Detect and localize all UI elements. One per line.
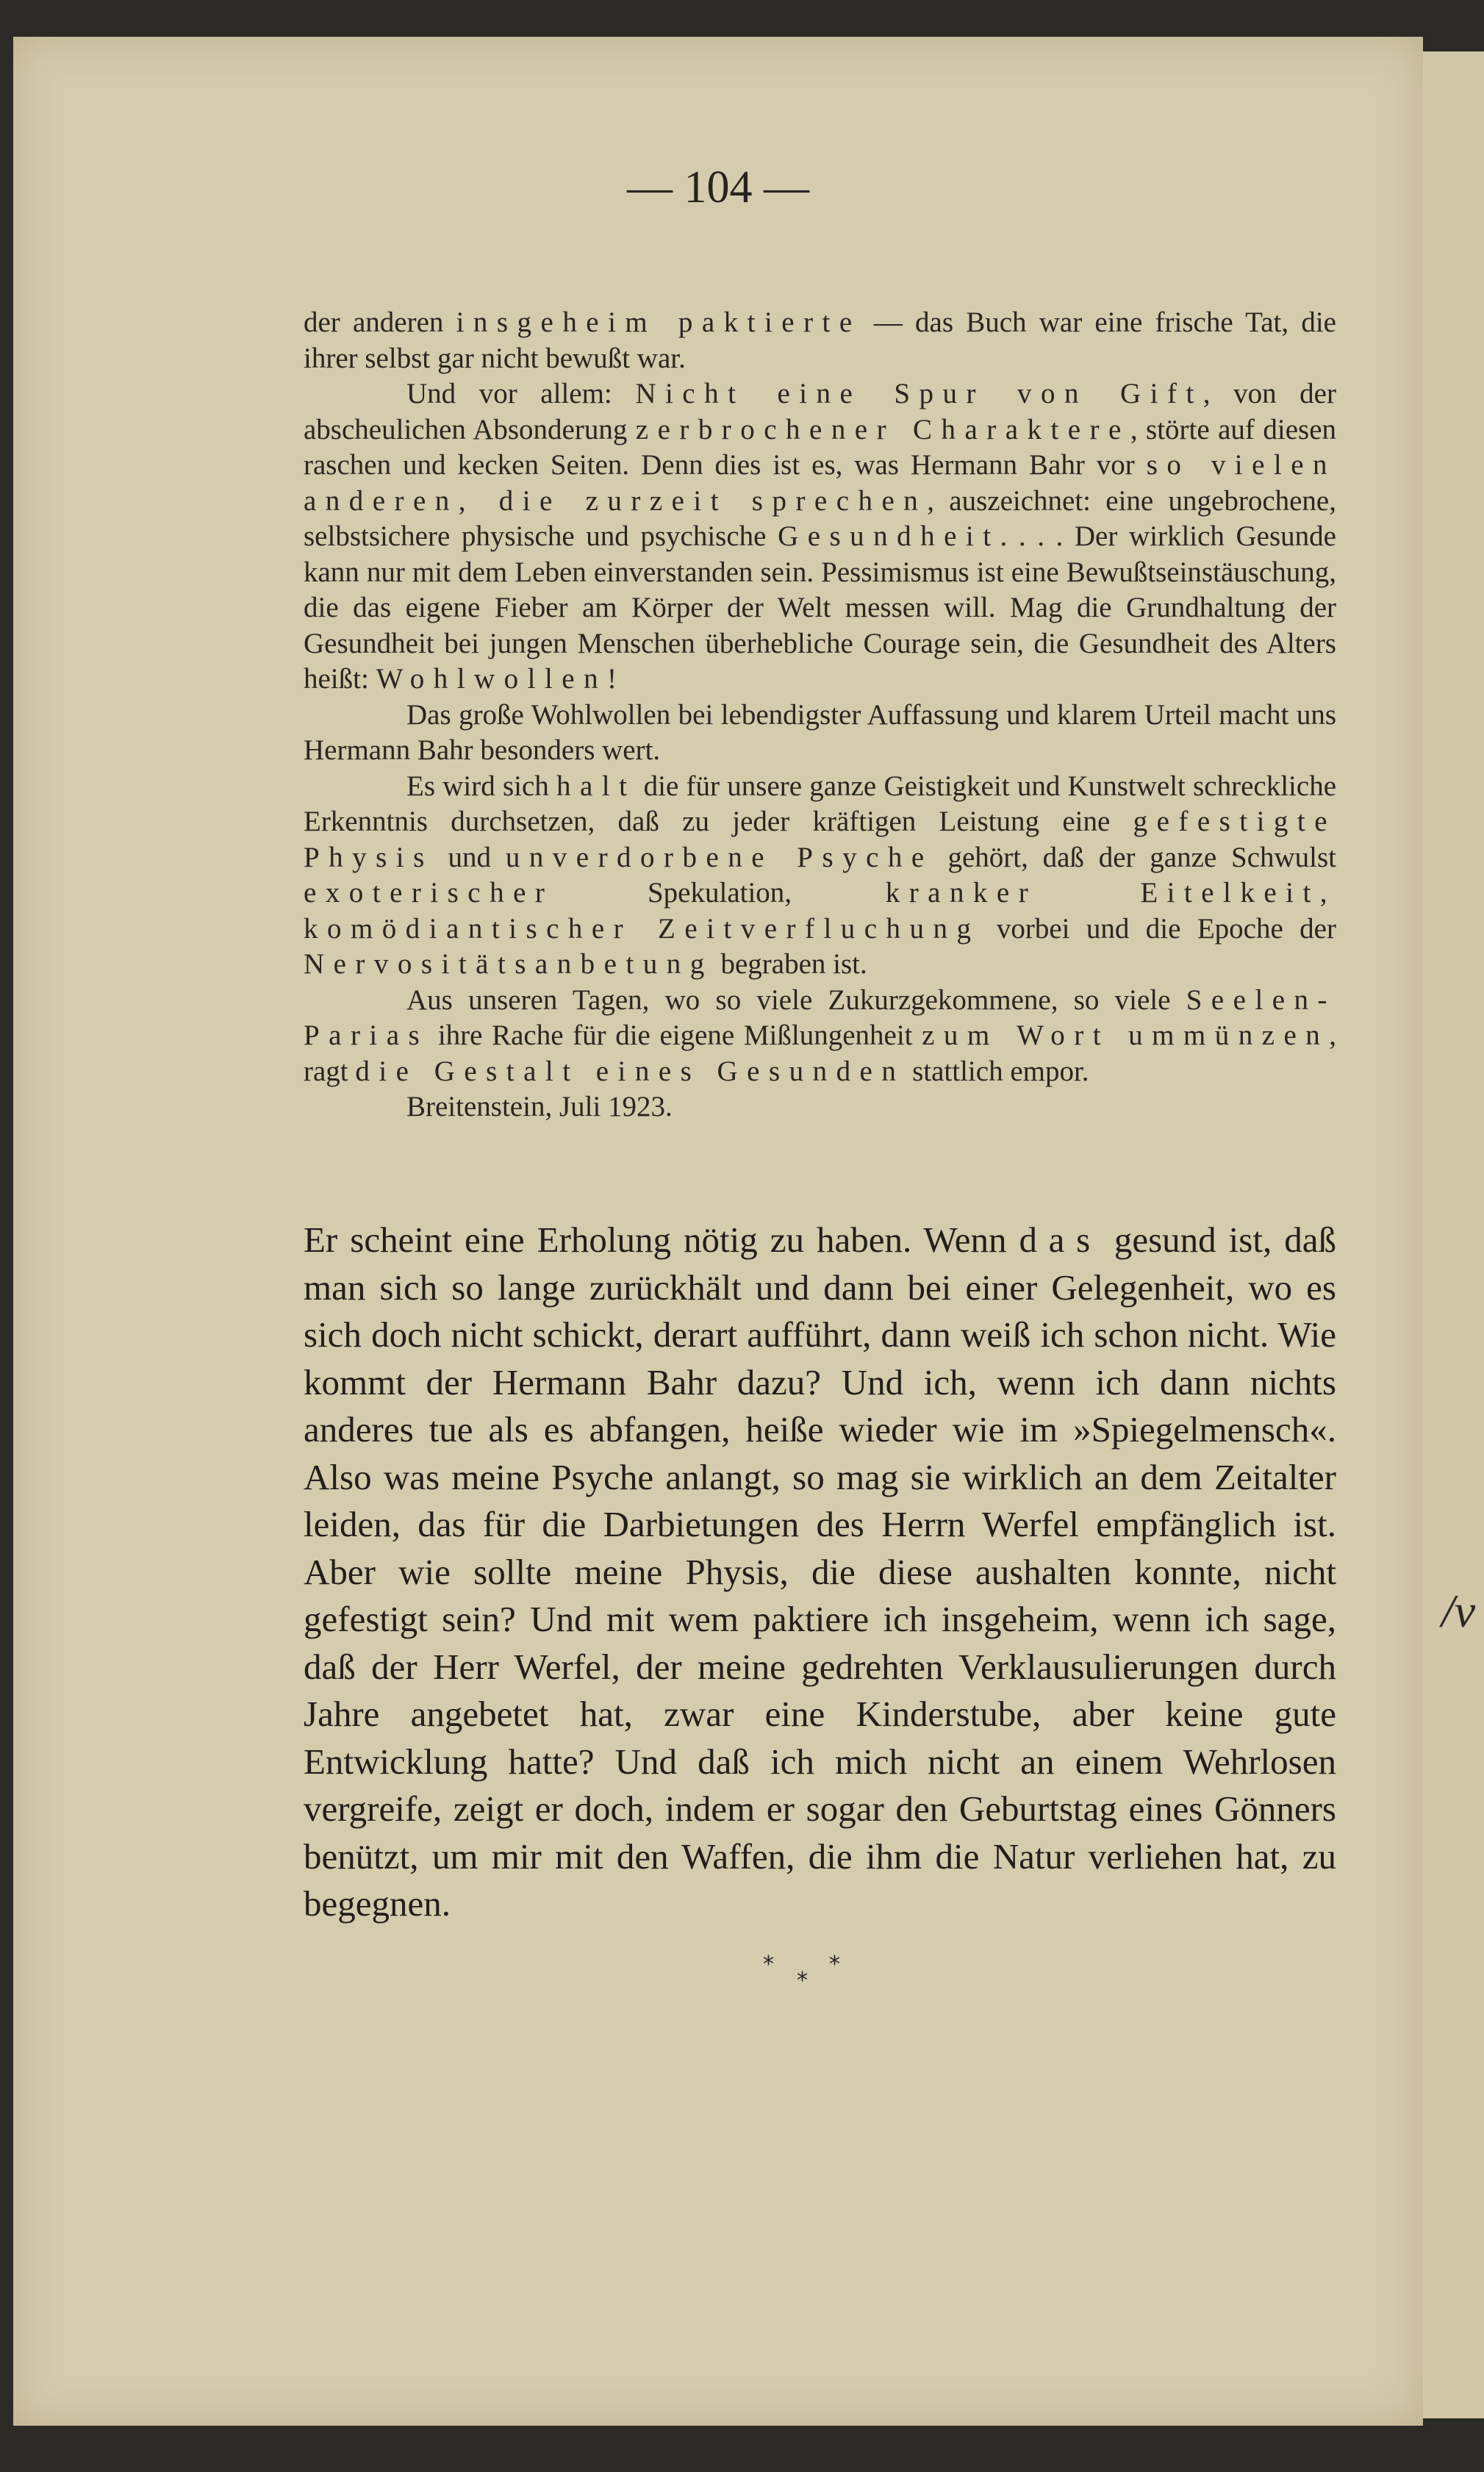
spaced-emphasis-text: unverdorbene Psyche <box>505 841 933 873</box>
spaced-emphasis-text: die Gestalt eines Gesunden <box>355 1055 906 1087</box>
spaced-emphasis-text: zerbrochener Charaktere <box>635 413 1130 445</box>
text-run: Es wird sich <box>406 770 557 802</box>
text-run: gehört, daß der ganze Schwulst <box>933 841 1337 873</box>
text-run: vorbei und die Epoche der <box>980 912 1336 945</box>
text-run: gesund ist, daß man sich so lange zurückhält und dann bei einer Gelegenheit, wo es sich doch nicht schickt, derart aufführt, dann weiß ich schon nicht. Wie kommt der Hermann Bahr dazu? Und ich, wenn ich dann nichts anderes tue als es abfangen, heiße wieder wie im »Spiegelmensch«. Also was meine Psyche anlangt, so mag sie wirklich an dem Zeitalter leiden, das für die Darbietungen des Herrn Werfel empfänglich ist. Aber wie sollte meine Physis, die diese aushalten konnte, nicht gefestigt sein? Und mit wem paktiere ich insgeheim, wenn ich sage, daß der Herr Werfel, der meine gedrehten Verklausulierungen durch Jahre angebetet hat, zwar eine Kinderstube, aber keine gute Entwicklung hatte? Und daß ich mich nicht an einem Wehrlosen vergreife, zeigt er doch, indem er sogar den Geburtstag eines Gönners benützt, um mir mit den Waffen, die ihm die Natur verliehen hat, zu begegnen. <box>304 1219 1336 1924</box>
spaced-emphasis-text: halt <box>556 770 637 802</box>
text-run: begraben ist. <box>713 948 867 980</box>
paragraph <box>304 769 1336 983</box>
paragraph <box>304 305 1336 376</box>
paragraph <box>304 1089 1336 1125</box>
asterisk: * <box>829 1952 840 1977</box>
book-page <box>13 37 1423 2426</box>
spaced-emphasis-text: Wohlwollen <box>376 663 608 695</box>
spaced-emphasis-text: zum Wort ummünzen <box>922 1020 1330 1051</box>
asterisk: * <box>797 1968 808 1993</box>
text-run: Er scheint eine Erholung nötig zu haben. Wenn <box>304 1219 1019 1260</box>
section-divider-asterisks <box>763 1952 910 1996</box>
text-run: , ragt <box>304 1020 1336 1087</box>
text-run: — das Buch war eine frische Tat, die ihrer selbst gar nicht bewußt war. <box>304 307 1336 374</box>
spaced-emphasis-text: das <box>1019 1219 1102 1260</box>
text-run: . . . . Der wirklich Gesunde kann nur mit dem Leben einverstanden sein. Pessimismus ist eine Bewußtseinstäuschung, die das eigene Fieber am Körper der Welt messen will. Mag die Grundhaltung der Gesundheit bei jungen Menschen überhebliche Courage sein, die Gesundheit des Alters heißt: <box>304 520 1336 695</box>
text-run: Das große Wohlwollen bei lebendigster Auffassung und klarem Urteil macht uns Hermann Bahr besonders wert. <box>304 698 1336 766</box>
paragraph <box>304 376 1336 698</box>
text-run: ihre Rache für die eigene Mißlungenheit <box>429 1020 922 1051</box>
text-run: Spekulation, <box>553 877 886 909</box>
text-run: Und vor allem: <box>406 378 636 409</box>
spaced-emphasis-text: insgeheim paktierte <box>456 307 861 338</box>
spaced-emphasis-text: Seelen-Parias <box>304 984 1336 1051</box>
page-number: — 104 — <box>627 162 809 212</box>
spaced-emphasis-text: Gesundheit <box>778 520 1000 552</box>
text-run: Breitenstein, Juli 1923. <box>406 1091 673 1122</box>
text-run: ! <box>607 663 617 695</box>
asterisk: * <box>763 1952 774 1977</box>
adjacent-page-text-fragment: /v <box>1441 1585 1476 1637</box>
text-run: der anderen <box>304 307 456 338</box>
text-run: die für unsere ganze Geistigkeit und Kunstwelt schreckliche Erkenntnis durchsetzen, daß zu jeder kräftigen Leistung eine <box>304 770 1337 837</box>
spaced-emphasis-text: Nervositätsanbetung <box>304 948 714 980</box>
quoted-passage <box>304 305 1336 1125</box>
paragraph <box>304 1217 1336 1928</box>
paragraph <box>304 983 1336 1090</box>
text-run: Aus unseren Tagen, wo so viele Zukurzgekommene, so viele <box>406 984 1186 1016</box>
spaced-emphasis-text: so vielen anderen, die zurzeit sprechen <box>304 449 1336 517</box>
text-run: stattlich empor. <box>905 1055 1089 1087</box>
spaced-emphasis-text: exoterischer <box>304 877 554 909</box>
text-run: , von der abscheulichen Absonderung <box>304 378 1336 445</box>
text-run: , störte auf diesen raschen und kecken Seiten. Denn dies ist es, was Hermann Bahr vor <box>304 413 1336 481</box>
paragraph <box>304 698 1336 769</box>
spaced-emphasis-text: gefestigte Physis <box>304 806 1336 873</box>
spaced-emphasis-text: kranker Eitelkeit, komödiantischer Zeitverfluchung <box>304 877 1336 945</box>
text-run: , auszeichnet: eine ungebrochene, selbstsichere physische und psychische <box>304 484 1336 552</box>
main-text <box>304 1217 1336 1928</box>
text-run: und <box>433 841 506 873</box>
spaced-emphasis-text: Nicht eine Spur von Gift <box>635 378 1203 409</box>
